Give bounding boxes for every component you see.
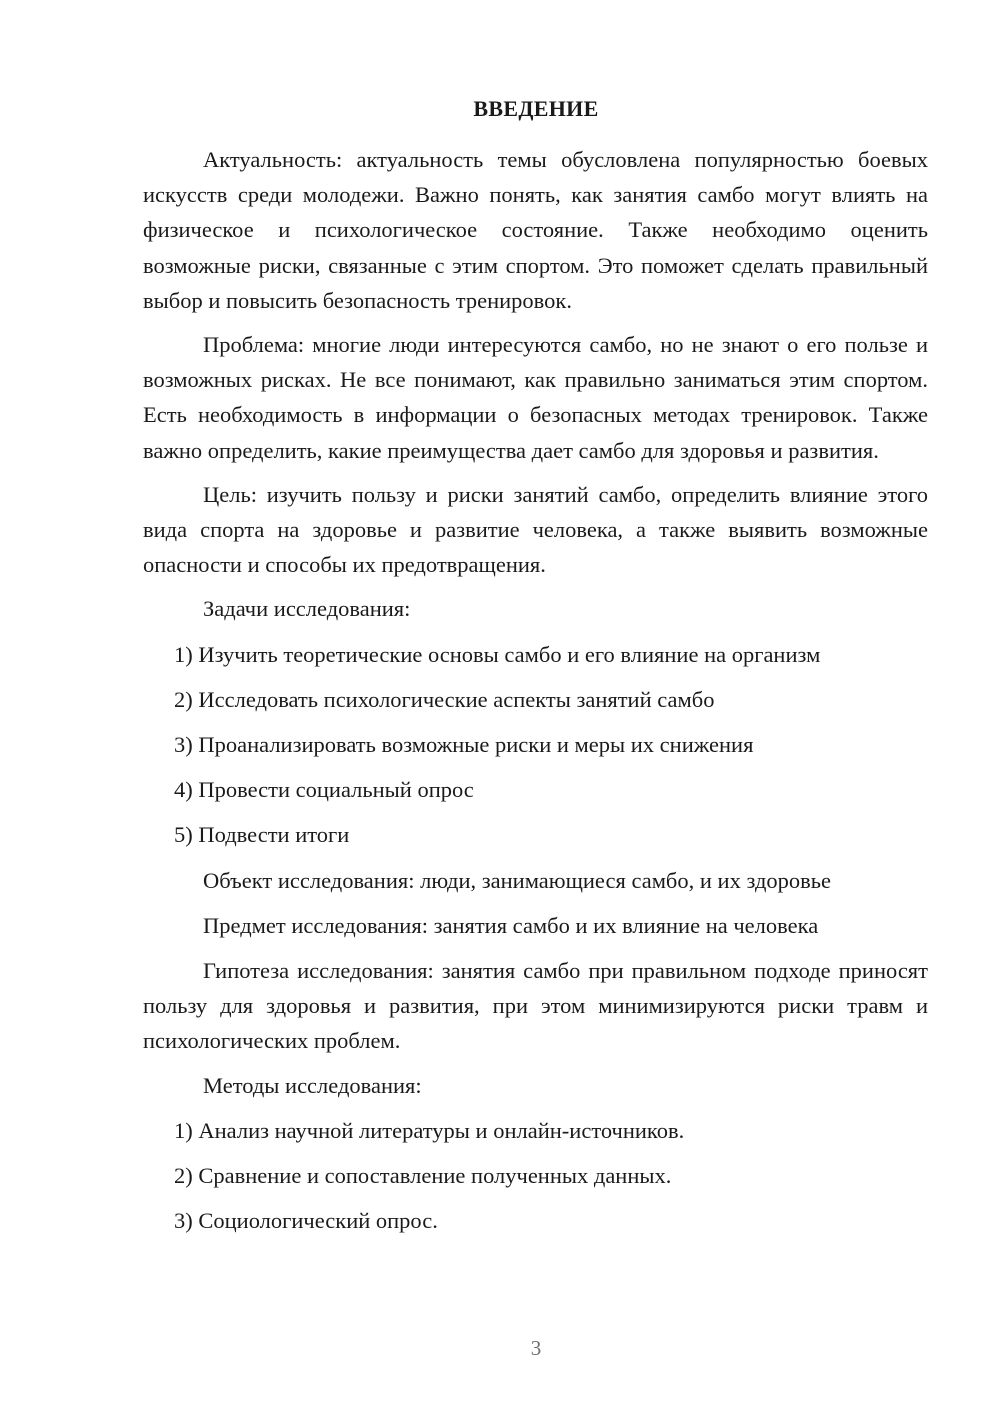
page-number: 3 (530, 1336, 542, 1360)
task-item-1: 1) Изучить теоретические основы самбо и его влияние на организм (174, 641, 821, 667)
hypothesis-paragraph: Гипотеза исследования: занятия самбо при правильном подходе приносят пользу для здоровья и развития, при этом минимизируются риски травм и психологических проблем. (143, 958, 928, 1054)
task-item-4: 4) Провести социальный опрос (174, 777, 474, 803)
task-item-5: 5) Подвести итоги (174, 822, 350, 848)
relevance-paragraph: Актуальность: актуальность темы обусловлена популярностью боевых искусств среди молодежи. Важно понять, как занятия самбо могут влиять на физическое и психологическое состояние. Также необходимо оценить возможные риски, связанные с этим спортом. Это поможет сделать правильный выбор и повысить безопасность тренировок. (143, 147, 928, 313)
page-title: ВВЕДЕНИЕ (473, 96, 599, 121)
method-item-1: 1) Анализ научной литературы и онлайн-источников. (174, 1117, 685, 1143)
tasks-heading: Задачи исследования: (203, 596, 411, 622)
subject-line: Предмет исследования: занятия самбо и их влияние на человека (203, 912, 819, 938)
problem-paragraph: Проблема: многие люди интересуются самбо, но не знают о его пользе и возможных рисках. Не все понимают, как правильно заниматься этим спортом. Есть необходимость в информации о безопасных методах тренировок. Также важно определить, какие преимущества дает самбо для здоровья и развития. (143, 332, 928, 463)
method-item-2: 2) Сравнение и сопоставление полученных данных. (174, 1163, 672, 1189)
goal-paragraph: Цель: изучить пользу и риски занятий самбо, определить влияние этого вида спорта на здоровье и развитие человека, а также выявить возможные опасности и способы их предотвращения. (143, 481, 928, 578)
task-item-3: 3) Проанализировать возможные риски и меры их снижения (174, 732, 754, 758)
method-item-3: 3) Социологический опрос. (174, 1208, 438, 1234)
methods-heading: Методы исследования: (203, 1072, 422, 1098)
task-item-2: 2) Исследовать психологические аспекты занятий самбо (174, 686, 715, 712)
document-body (143, 142, 928, 1248)
object-line: Объект исследования: люди, занимающиеся самбо, и их здоровье (203, 867, 832, 893)
